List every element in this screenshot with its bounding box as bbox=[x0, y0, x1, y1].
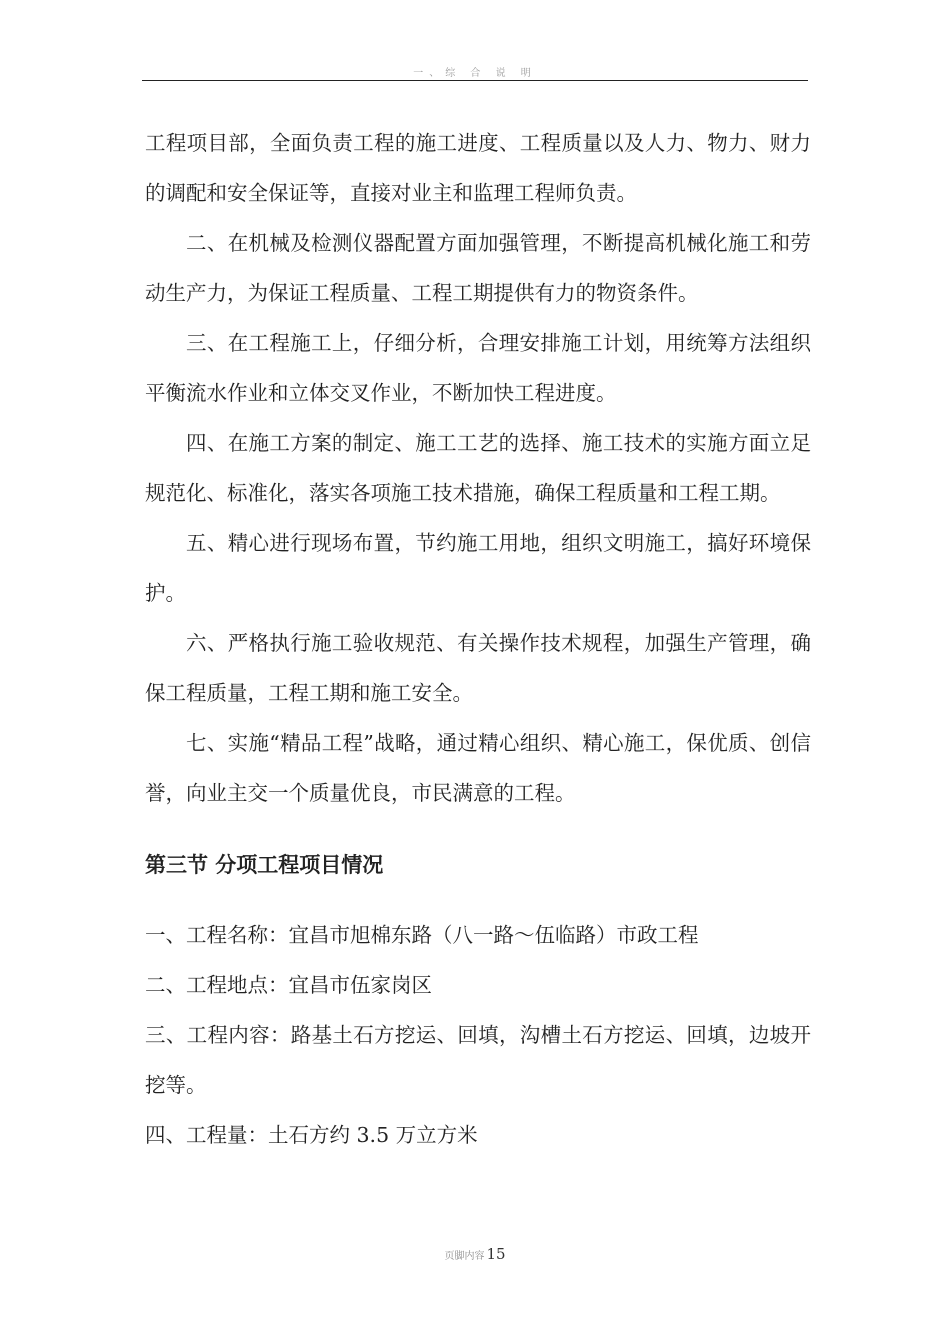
paragraph: 六、严格执行施工验收规范、有关操作技术规程，加强生产管理，确保工程质量，工程工期和施工安全。 bbox=[145, 631, 811, 705]
paragraph: 五、精心进行现场布置，节约施工用地，组织文明施工，搞好环境保护。 bbox=[145, 531, 811, 605]
paragraph: 工程项目部，全面负责工程的施工进度、工程质量以及人力、物力、财力的调配和安全保证等，直接对业主和监理工程师负责。 bbox=[145, 131, 811, 205]
page-footer bbox=[0, 1244, 950, 1263]
header-divider bbox=[142, 80, 808, 81]
project-item: 一、工程名称：宜昌市旭棉东路（八一路～伍临路）市政工程 bbox=[145, 923, 699, 947]
paragraph: 三、在工程施工上，仔细分析，合理安排施工计划，用统筹方法组织平衡流水作业和立体交叉作业，不断加快工程进度。 bbox=[145, 331, 811, 405]
paragraph: 二、在机械及检测仪器配置方面加强管理，不断提高机械化施工和劳动生产力，为保证工程质量、工程工期提供有力的物资条件。 bbox=[145, 231, 811, 305]
page-header: 一、综 合 说 明 bbox=[413, 68, 537, 79]
project-item: 三、工程内容：路基土石方挖运、回填，沟槽土石方挖运、回填，边坡开挖等。 bbox=[145, 1023, 811, 1097]
section-heading: 第三节 分项工程项目情况 bbox=[145, 853, 384, 877]
project-item: 四、工程量：土石方约 3.5 万立方米 bbox=[145, 1123, 478, 1147]
document-body bbox=[145, 118, 811, 1160]
paragraph: 四、在施工方案的制定、施工工艺的选择、施工技术的实施方面立足规范化、标准化，落实各项施工技术措施，确保工程质量和工程工期。 bbox=[145, 431, 811, 505]
project-item: 二、工程地点：宜昌市伍家岗区 bbox=[145, 973, 432, 997]
footer-label: 页脚内容 bbox=[444, 1251, 485, 1262]
page-number: 15 bbox=[486, 1245, 506, 1263]
paragraph: 七、实施“精品工程”战略，通过精心组织、精心施工，保优质、创信誉，向业主交一个质量优良，市民满意的工程。 bbox=[145, 731, 811, 805]
